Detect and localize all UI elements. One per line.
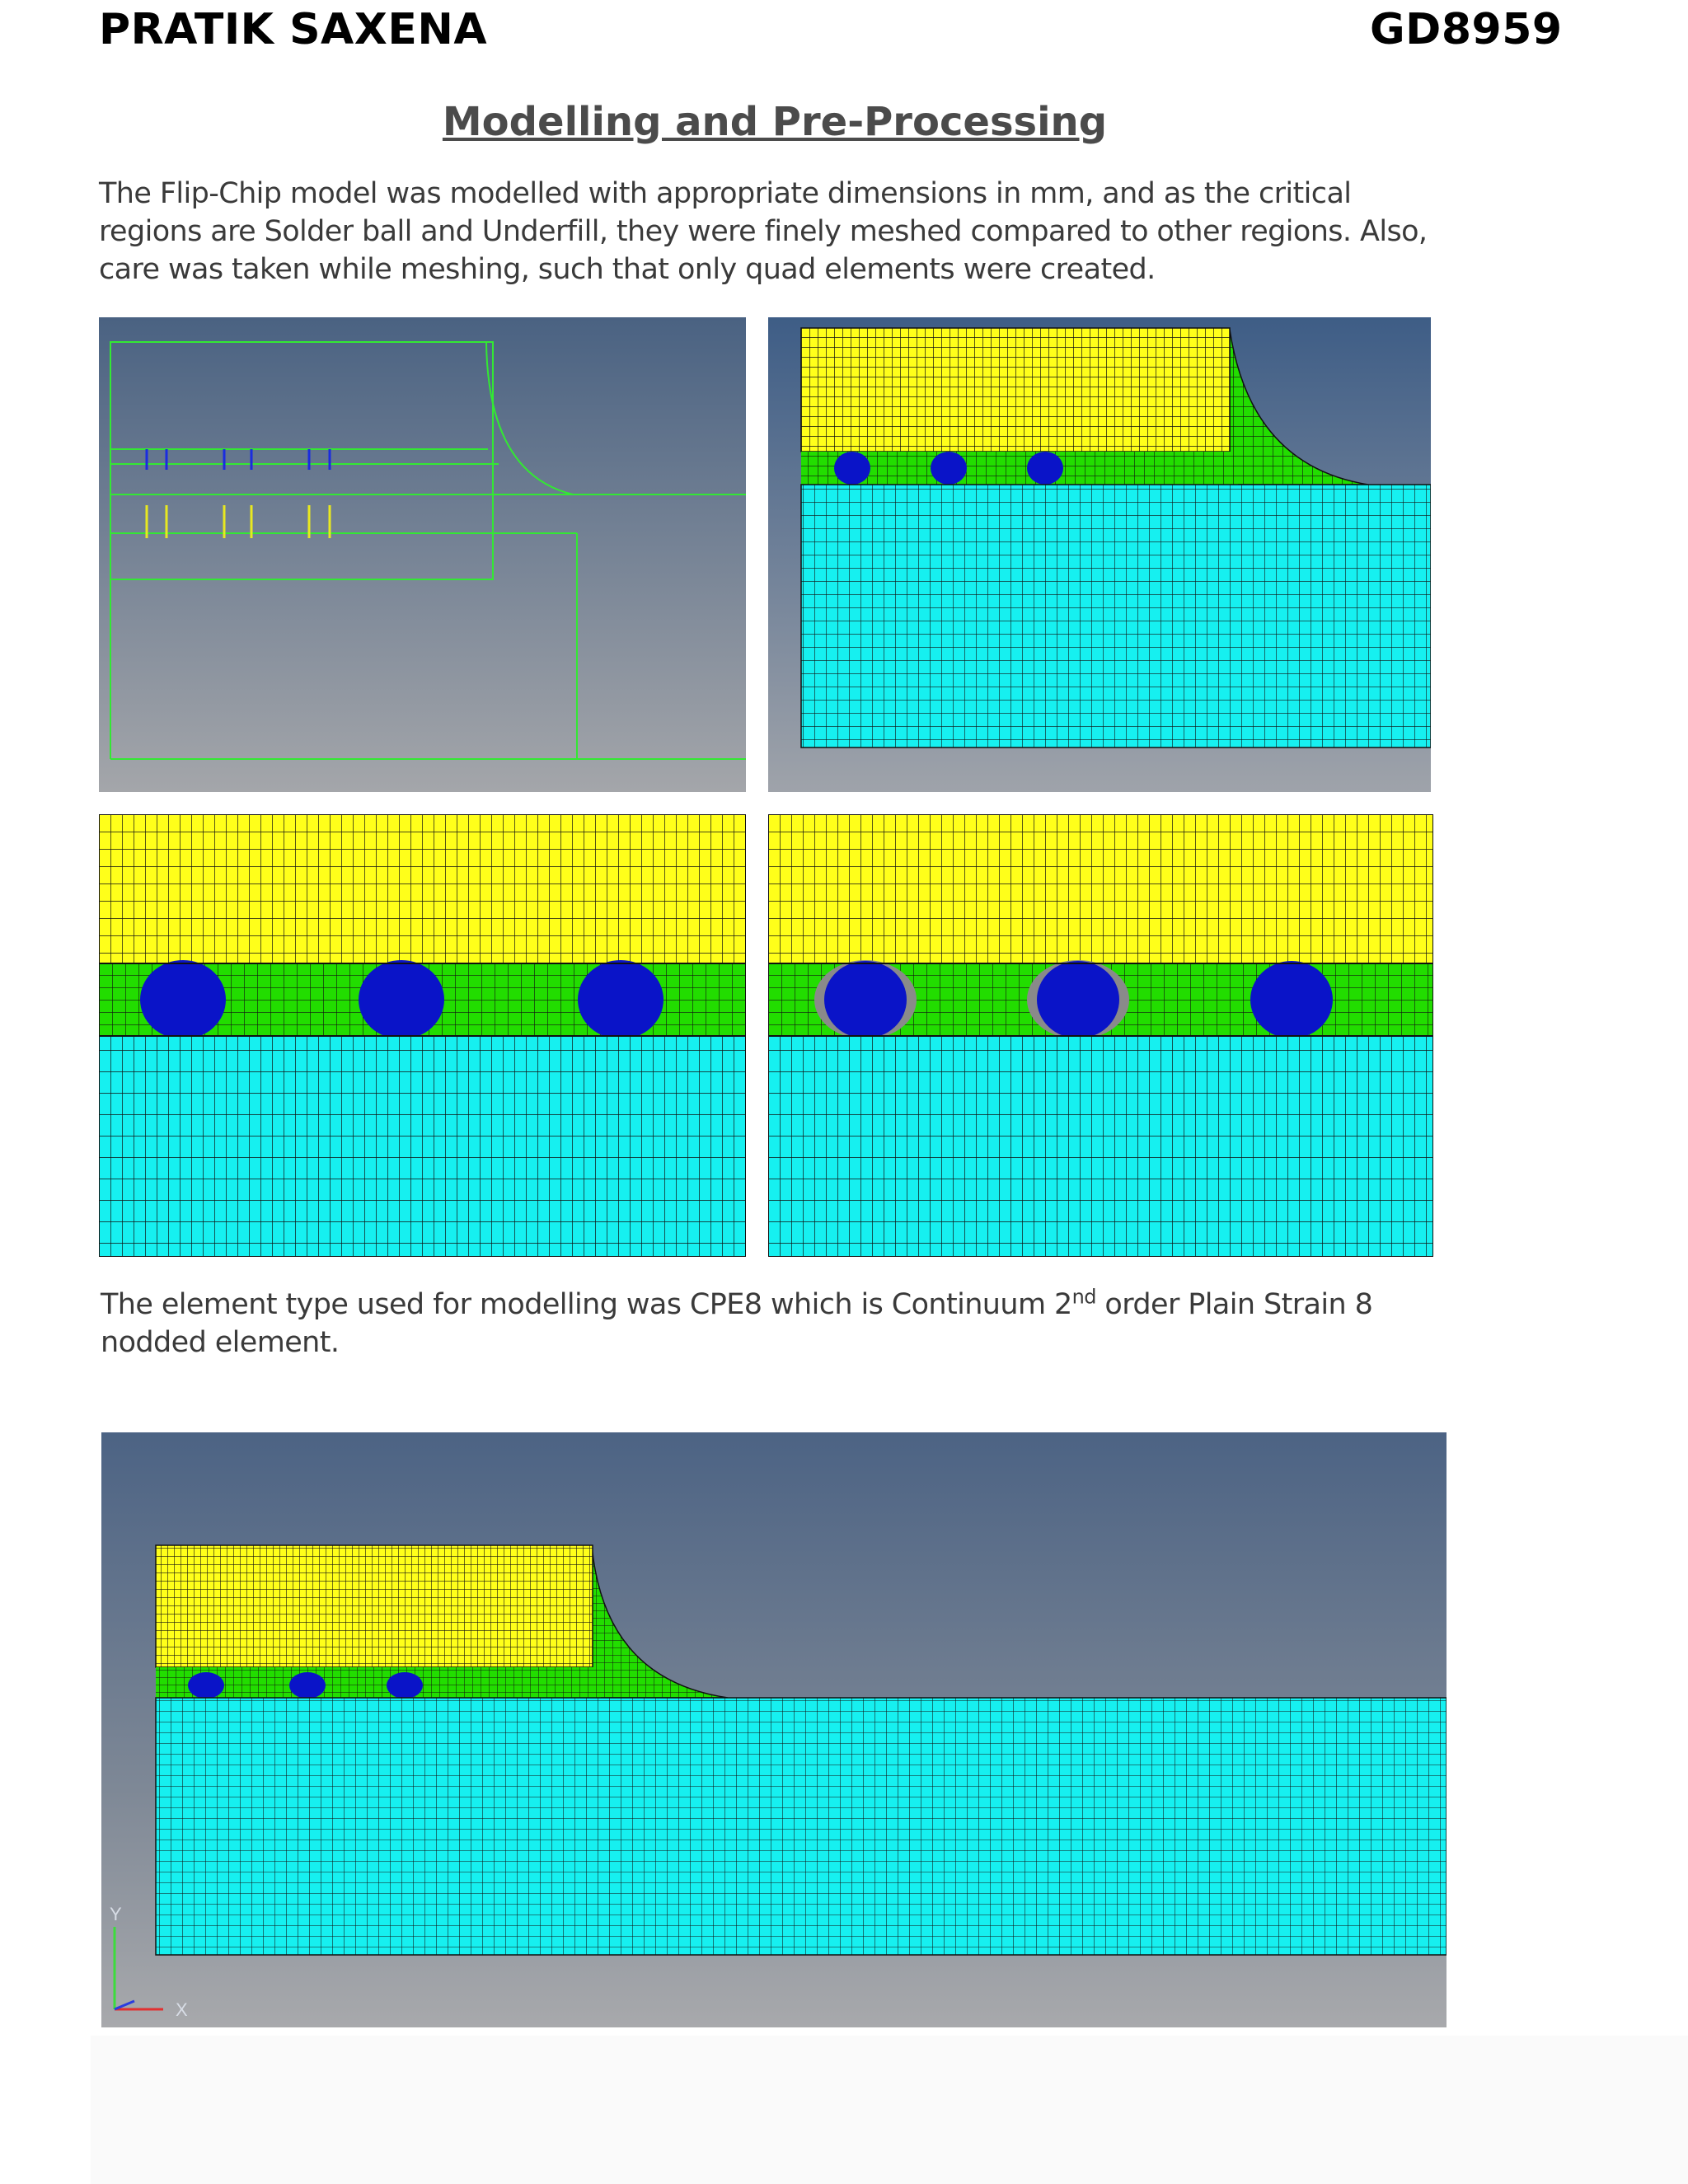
page-footer-area [91, 2036, 1688, 2184]
solder-zoom-figure [99, 814, 746, 1257]
author-name: PRATIK SAXENA [99, 5, 488, 54]
intro-paragraph: The Flip-Chip model was modelled with appropriate dimensions in mm, and as the critical regions are Solder ball and Underfill, they were finely meshed compared to other regions. Also, care was taken while meshing, such that only quad elements were created. [99, 177, 1428, 286]
element-type-paragraph [101, 1286, 1469, 1361]
mesh-corner-figure [768, 317, 1431, 792]
element-text-start: The element type used for modelling was CPE8 which is Continuum 2 [101, 1288, 1072, 1321]
full-model-mesh-figure [101, 1432, 1447, 2027]
geometry-partition-figure [99, 317, 746, 792]
axis-y-label: Y [110, 1904, 122, 1924]
element-text-end: order Plain Strain 8 nodded element. [101, 1288, 1373, 1359]
axis-x-label: X [176, 1999, 188, 2020]
ordinal-superscript: nd [1071, 1285, 1096, 1309]
solder-interface-figure [768, 814, 1433, 1257]
student-id: GD8959 [1370, 5, 1563, 54]
section-title: Modelling and Pre-Processing [442, 99, 1108, 145]
